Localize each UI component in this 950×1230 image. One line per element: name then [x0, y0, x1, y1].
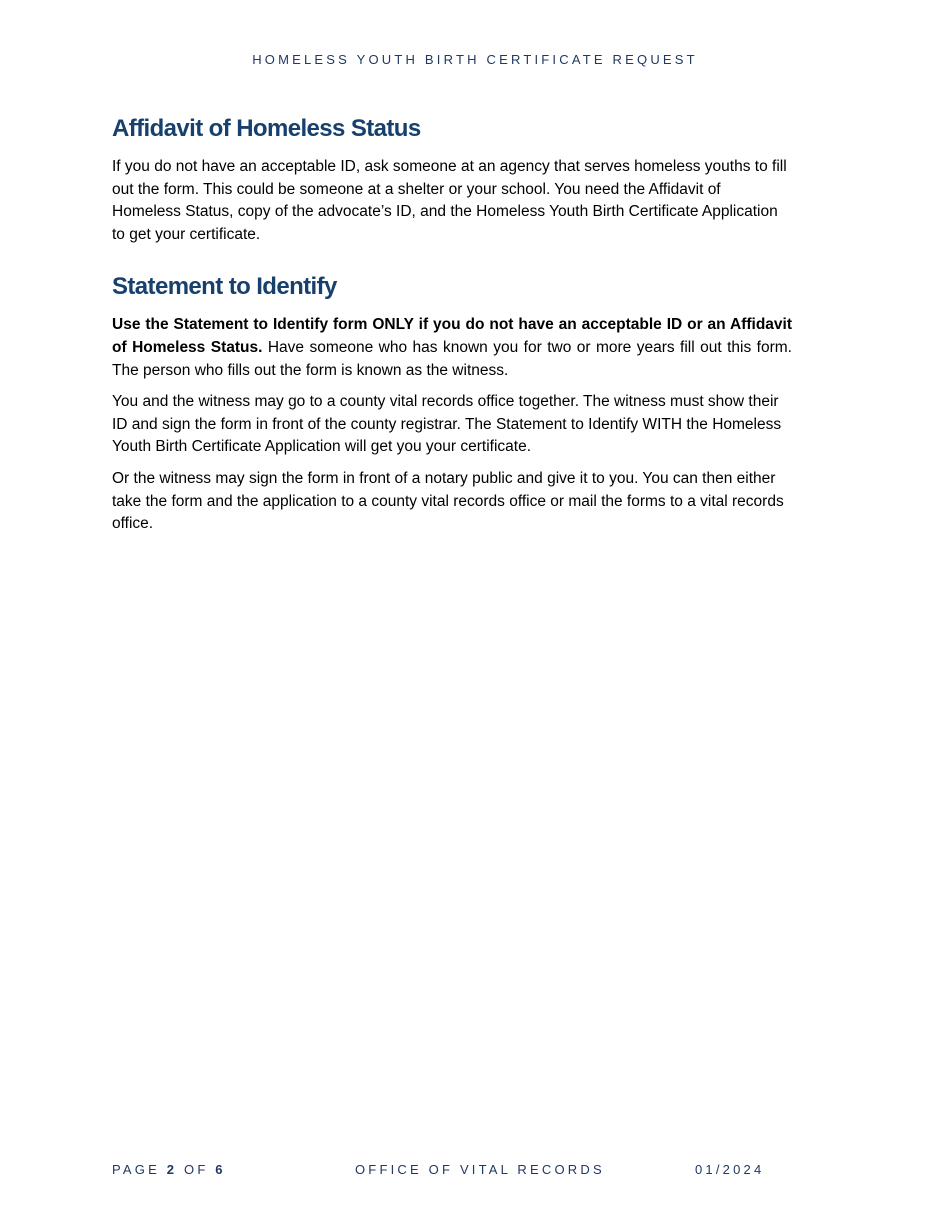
statement-lead-bold: Use the Statement to Identify form ONLY if you do not have an acceptable ID or an Affidavit of Homeless Status.	[112, 316, 792, 356]
statement-lead-rest: Have someone who has known you for two or more years fill out this form. The person who fills out the form is known as the witness.	[112, 338, 792, 379]
heading-statement-to-identify: Statement to Identify	[112, 273, 337, 301]
paragraph-witness-county-office: You and the witness may go to a county vital records office together. The witness must show their ID and sign the form in front of the county registrar. The Statement to Identify WITH the Homeless Youth Birth Certificate Application will get you your certificate.	[112, 393, 782, 456]
page-total-number: 6	[215, 1162, 226, 1177]
page-footer	[112, 1162, 772, 1180]
running-header-title: HOMELESS YOUTH BIRTH CERTIFICATE REQUEST	[252, 52, 698, 67]
footer-document-date: 01/2024	[695, 1162, 765, 1177]
paragraph-witness-notary: Or the witness may sign the form in front of a notary public and give it to you. You can then either take the form and the application to a county vital records office or mail the forms to a vital records office.	[112, 469, 784, 533]
footer-office-name: OFFICE OF VITAL RECORDS	[355, 1162, 605, 1177]
page-word: PAGE	[112, 1162, 160, 1177]
paragraph-statement-lead	[112, 314, 792, 382]
page-current-number: 2	[166, 1162, 178, 1177]
page-number-indicator	[112, 1162, 226, 1177]
heading-affidavit-of-homeless-status: Affidavit of Homeless Status	[112, 115, 421, 142]
paragraph-affidavit-instructions: If you do not have an acceptable ID, ask someone at an agency that serves homeless youths to fill out the form. This could be someone at a shelter or your school. You need the Affidavit of Homeless Status, copy of the advocate’s ID, and the Homeless Youth Birth Certificate Application to get your certificate.	[112, 158, 787, 243]
document-body	[112, 112, 792, 545]
of-word: OF	[184, 1162, 209, 1177]
